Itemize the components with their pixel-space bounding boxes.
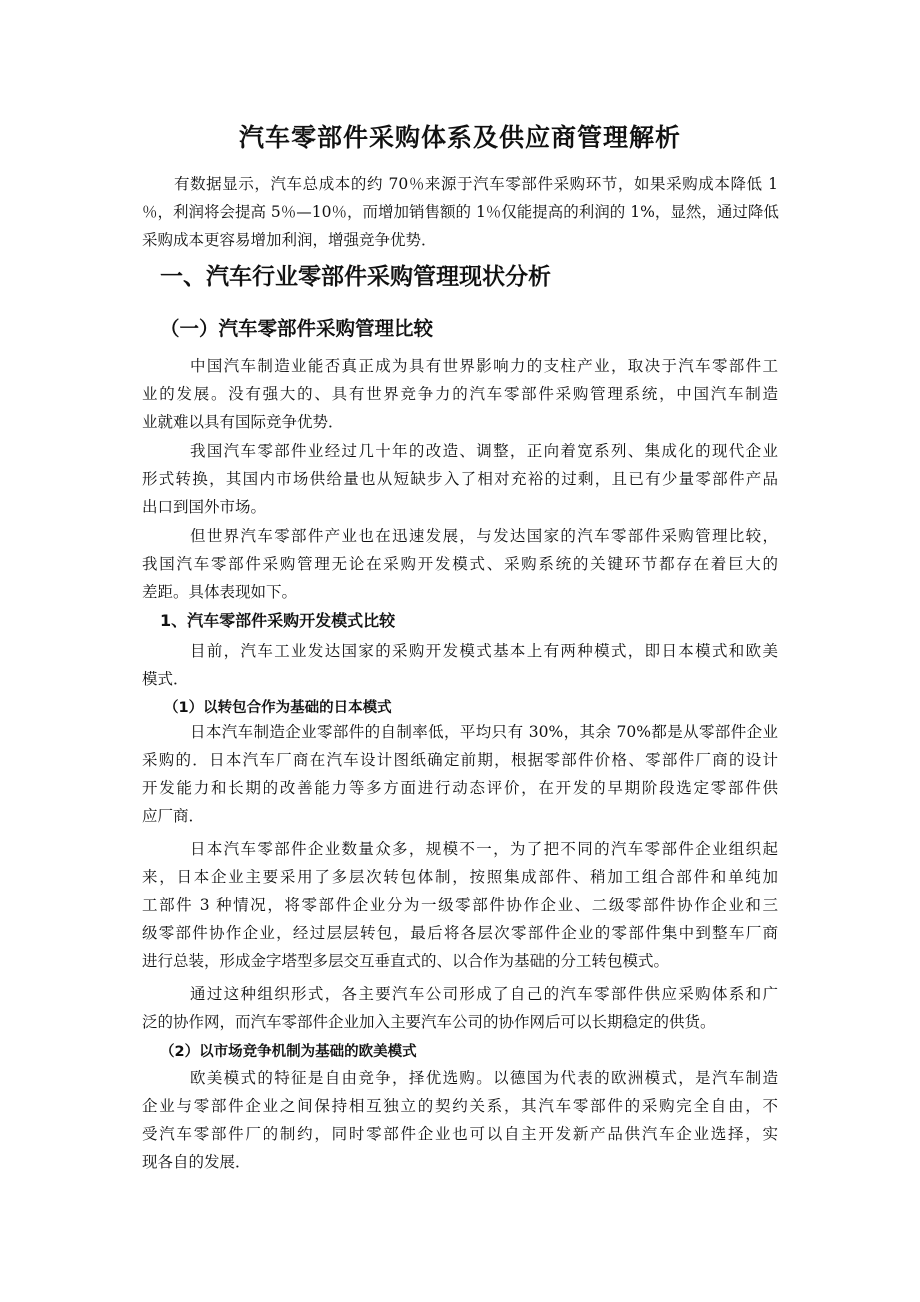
paragraph-line: 业的发展。没有强大的、具有世界竞争力的汽车零部件采购管理系统，中国汽车制造 [142, 385, 778, 403]
paragraph-line: 来，日本企业主要采用了多层次转包体制，按照集成部件、稍加工组合部件和单纯加 [142, 868, 778, 886]
intro-line-2: ％，利润将会提高 5％—10％，而增加销售额的 1％仅能提高的利润的 1%，显然，通过降低 [142, 203, 779, 221]
intro-line-1: 有数据显示，汽车总成本的约 70％来源于汽车零部件采购环节，如果采购成本降低 1 [174, 175, 778, 193]
paragraph-line: 但世界汽车零部件产业也在迅速发展，与发达国家的汽车零部件采购管理比较， [190, 527, 778, 545]
paragraph-line: 业就难以具有国际竞争优势． [142, 413, 344, 431]
paragraph-line: 现各自的发展． [142, 1153, 251, 1171]
paragraph-line: 应厂商． [142, 807, 205, 825]
paragraph-line: 中国汽车制造业能否真正成为具有世界影响力的支柱产业，取决于汽车零部件工 [190, 357, 778, 375]
paragraph-line: 进行总装，形成金字塔型多层交互垂直式的、以合作为基础的分工转包模式。 [142, 952, 670, 970]
item-heading: 1、汽车零部件采购开发模式比较 [160, 611, 396, 630]
paragraph [142, 835, 778, 975]
document-title: 汽车零部件采购体系及供应商管理解析 [238, 123, 681, 152]
paragraph-line: 泛的协作网，而汽车零部件企业加入主要汽车公司的协作网后可以长期稳定的供货。 [142, 1013, 716, 1031]
intro-line-3: 采购成本更容易增加利润，增强竞争优势． [142, 231, 437, 249]
paragraph [142, 1064, 778, 1176]
subsection-heading: （一）汽车零部件采购管理比较 [160, 317, 434, 340]
paragraph-line: 目前，汽车工业发达国家的采购开发模式基本上有两种模式，即日本模式和欧美 [190, 642, 778, 660]
paragraph [142, 637, 778, 693]
paragraph-line: 工部件 3 种情况，将零部件企业分为一级零部件协作企业、二级零部件协作企业和三 [142, 896, 778, 914]
paragraph [142, 522, 778, 606]
paragraph [142, 718, 778, 830]
paragraph-line: 企业与零部件企业之间保持相互独立的契约关系，其汽车零部件的采购完全自由，不 [142, 1097, 778, 1115]
paragraph-line: 我国汽车零部件业经过几十年的改造、调整，正向着宽系列、集成化的现代企业 [190, 442, 778, 460]
paragraph-line: 模式． [142, 670, 189, 688]
paragraph-line: 日本汽车制造企业零部件的自制率低，平均只有 30%，其余 70%都是从零部件企业 [190, 723, 778, 741]
paragraph-line: 采购的．日本汽车厂商在汽车设计图纸确定前期，根据零部件价格、零部件厂商的设计 [142, 751, 778, 769]
paragraph-line: 形式转换，其国内市场供给量也从短缺步入了相对充裕的过剩，且已有少量零部件产品 [142, 470, 778, 488]
paragraph-line: 我国汽车零部件采购管理无论在采购开发模式、采购系统的关键环节都存在着巨大的 [142, 555, 778, 573]
paragraph-line: 开发能力和长期的改善能力等多方面进行动态评价，在开发的早期阶段选定零部件供 [142, 779, 778, 797]
paragraph-line: 出口到国外市场。 [142, 498, 267, 516]
paragraph-line: 日本汽车零部件企业数量众多，规模不一，为了把不同的汽车零部件企业组织起 [190, 840, 778, 858]
paragraph [142, 352, 778, 436]
paragraph-line: 级零部件协作企业，经过层层转包，最后将各层次零部件企业的零部件集中到整车厂商 [142, 924, 778, 942]
intro-paragraph [142, 170, 778, 254]
paragraph [142, 980, 778, 1036]
japan-model-heading: （1）以转包合作为基础的日本模式 [164, 700, 392, 716]
paragraph-line: 受汽车零部件厂的制约，同时零部件企业也可以自主开发新产品供汽车企业选择，实 [142, 1125, 778, 1143]
paragraph-line: 通过这种组织形式，各主要汽车公司形成了自己的汽车零部件供应采购体系和广 [190, 985, 778, 1003]
paragraph [142, 437, 778, 521]
paragraph-line: 欧美模式的特征是自由竞争，择优选购。以德国为代表的欧洲模式，是汽车制造 [190, 1069, 778, 1087]
western-model-heading: （2）以市场竞争机制为基础的欧美模式 [160, 1044, 417, 1060]
paragraph-line: 差距。具体表现如下。 [142, 583, 298, 601]
section-heading: 一、汽车行业零部件采购管理现状分析 [160, 264, 551, 290]
